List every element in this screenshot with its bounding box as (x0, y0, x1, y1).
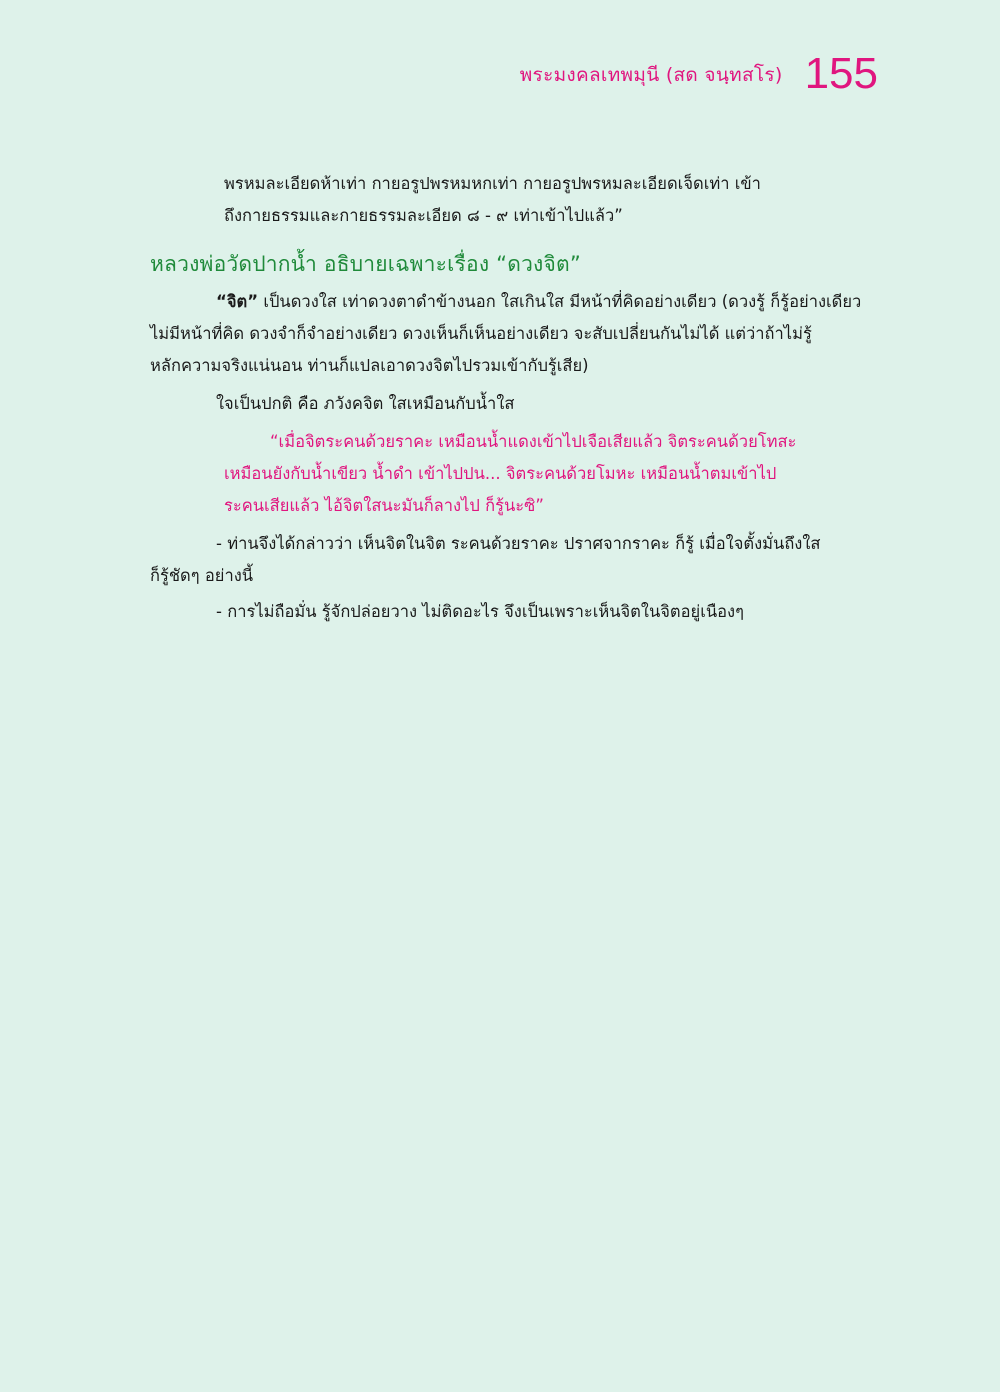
paragraph-line: ไม่มีหน้าที่คิด ดวงจำก็จำอย่างเดียว ดวงเห็นก็เห็นอย่างเดียว จะสับเปลี่ยนกันไม่ได้ แต่ว่าถ้าไม่รู้ (150, 324, 812, 343)
section-heading: หลวงพ่อวัดปากน้ำ อธิบายเฉพาะเรื่อง “ดวงจิต” (150, 252, 581, 276)
paragraph-non-attachment: - การไม่ถือมั่น รู้จักปล่อยวาง ไม่ติดอะไร จึงเป็นเพราะเห็นจิตในจิตอยู่เนืองๆ (216, 602, 744, 621)
continuation-paragraph (224, 168, 824, 232)
paragraph-line (150, 528, 885, 560)
paragraph-jit-definition (150, 286, 885, 382)
quote-block (224, 426, 824, 522)
paragraph-text: เป็นดวงใส เท่าดวงตาดำข้างนอก ใสเกินใส มีหน้าที่คิดอย่างเดียว (ดวงรู้ ก็รู้อย่างเดียว (258, 292, 862, 311)
paragraph-seeing-mind (150, 528, 885, 592)
paragraph-line: หลักความจริงแน่นอน ท่านก็แปลเอาดวงจิตไปรวมเข้ากับรู้เสีย) (150, 356, 589, 375)
paragraph-line (150, 286, 885, 318)
paragraph-text: - ท่านจึงได้กล่าวว่า เห็นจิตในจิต ระคนด้วยราคะ ปราศจากราคะ ก็รู้ เมื่อใจตั้งมั่นถึงใส (216, 534, 821, 553)
quote-line: เหมือนยังกับน้ำเขียว น้ำดำ เข้าไปปน... จิตระคนด้วยโมหะ เหมือนน้ำตมเข้าไป (224, 464, 777, 483)
quote-line: ระคนเสียแล้ว ไอ้จิตใสนะมันก็ลางไป ก็รู้นะซิ” (224, 496, 544, 515)
paragraph-bhavanga: ใจเป็นปกติ คือ ภวังคจิต ใสเหมือนกับน้ำใส (216, 394, 515, 413)
paragraph-line: ก็รู้ชัดๆ อย่างนี้ (150, 566, 254, 585)
running-title: พระมงคลเทพมุนี (สด จนฺทสโร) (519, 64, 783, 86)
quote-line: “เมื่อจิตระคนด้วยราคะ เหมือนน้ำแดงเข้าไปเจือเสียแล้ว จิตระคนด้วยโทสะ (270, 432, 797, 451)
continuation-line: ถึงกายธรรมและกายธรรมละเอียด ๘ - ๙ เท่าเข้าไปแล้ว” (224, 206, 623, 225)
continuation-line: พรหมละเอียดห้าเท่า กายอรูปพรหมหกเท่า กายอรูปพรหมละเอียดเจ็ดเท่า เข้า (224, 174, 761, 193)
bold-term: “จิต” (216, 292, 259, 311)
page-number: 155 (804, 49, 878, 98)
running-head (519, 49, 878, 98)
